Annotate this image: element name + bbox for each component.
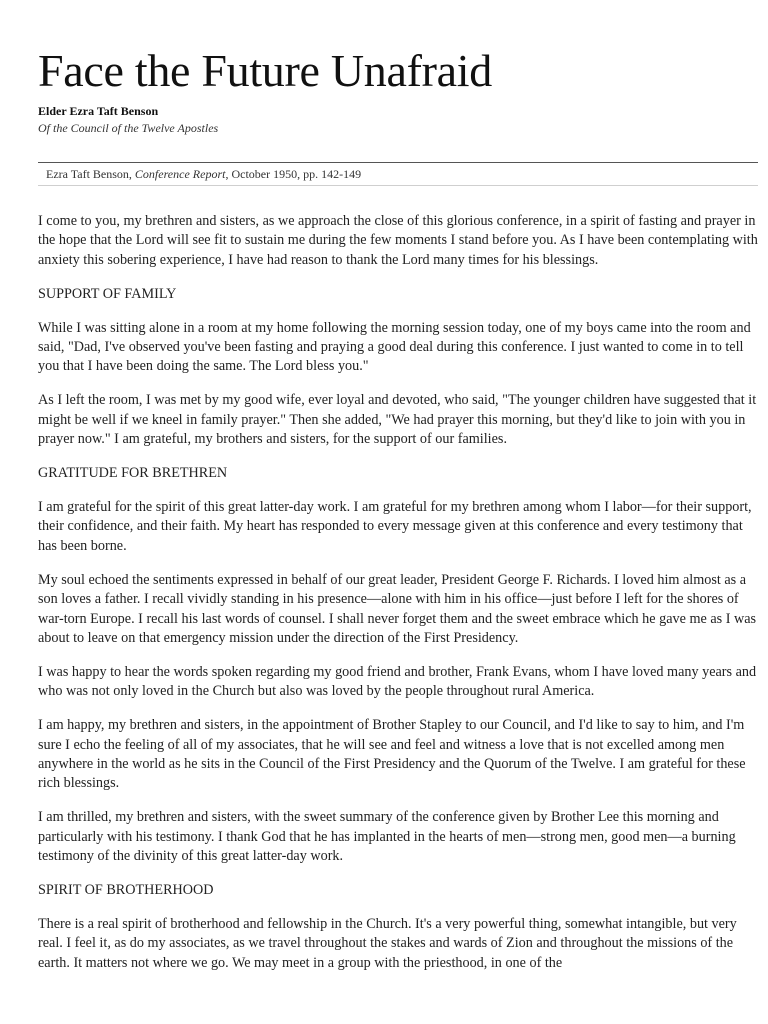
author-title: Of the Council of the Twelve Apostles <box>38 121 219 135</box>
body-paragraph: I was happy to hear the words spoken regarding my good friend and brother, Frank Evans, whom I have loved many years and who was not only loved in the Church but also was loved by the people throughout rural America. <box>38 663 757 700</box>
body-paragraph: I come to you, my brethren and sisters, as we approach the close of this glorious conference, in a spirit of fasting and prayer in the hope that the Lord will see fit to sustain me during the few moments I stand before you. As I have been contemplating with anxiety this sobering experience, I have had reason to thank the Lord many times for his blessings. <box>38 213 758 268</box>
page-title: Face the Future Unafraid <box>38 45 492 96</box>
body-paragraph: I am thrilled, my brethren and sisters, with the sweet summary of the conference given by Brother Lee this morning and particularly with his testimony. I thank God that he has implanted in the hearts of men—strong men, good men—a burning testimony of the divinity of this great latter-day work. <box>38 809 736 865</box>
body-paragraph: As I left the room, I was met by my good wife, ever loyal and devoted, who said, "The younger children have suggested that it might be well if we kneel in family prayer." Then she added, "We had prayer this morning, but they'd like to join with you in prayer now." I am grateful, my brothers and sisters, for the support of our families. <box>38 392 757 448</box>
body-paragraph: There is a real spirit of brotherhood and fellowship in the Church. It's a very powerful thing, somewhat intangible, but very real. I feel it, as do my associates, as we travel throughout the stakes and wards of Zion and throughout the missions of the earth. It matters not where we go. We may meet in a group with the priesthood, in one of the <box>38 915 737 971</box>
citation-author: Ezra Taft Benson, <box>46 167 132 181</box>
section-heading: SPIRIT OF BROTHERHOOD <box>38 881 214 898</box>
author-name: Elder Ezra Taft Benson <box>38 104 159 118</box>
article-body <box>38 212 758 988</box>
section-heading: GRATITUDE FOR BRETHREN <box>38 465 228 482</box>
body-paragraph: My soul echoed the sentiments expressed in behalf of our great leader, President George F. Richards. I loved him almost as a son loves a father. I recall vividly standing in his presence—alone with him in his office—just before I left for the shores of war-torn Europe. I recall his last words of counsel. I shall never forget them and the sweet embrace which he gave me as I was about to leave on that emergency mission under the direction of the First Presidency. <box>38 571 757 646</box>
body-paragraph: I am grateful for the spirit of this great latter-day work. I am grateful for my brethren among whom I labor—for their support, their confidence, and their faith. My heart has responded to every message given at this conference and every testimony that has been borne. <box>38 498 752 554</box>
section-heading: SUPPORT OF FAMILY <box>38 285 177 302</box>
citation-source: Conference Report <box>134 167 226 181</box>
citation-details: , October 1950, pp. 142-149 <box>225 167 362 181</box>
body-paragraph: I am happy, my brethren and sisters, in the appointment of Brother Stapley to our Council, and I'd like to say to him, and I'm sure I echo the feeling of all of my associates, that he will see and feel and witness a love that is not excelled among men anywhere in the world as he sits in the Council of the First Presidency and the Quorum of the Twelve. I am grateful for these rich blessings. <box>38 717 746 792</box>
citation-bar <box>38 162 758 186</box>
body-paragraph: While I was sitting alone in a room at my home following the morning session today, one of my boys came into the room and said, "Dad, I've observed you've been fasting and praying a good deal during this conference. I just wanted to come in to tell you that I have been doing the same. The Lord bless you." <box>38 319 751 375</box>
